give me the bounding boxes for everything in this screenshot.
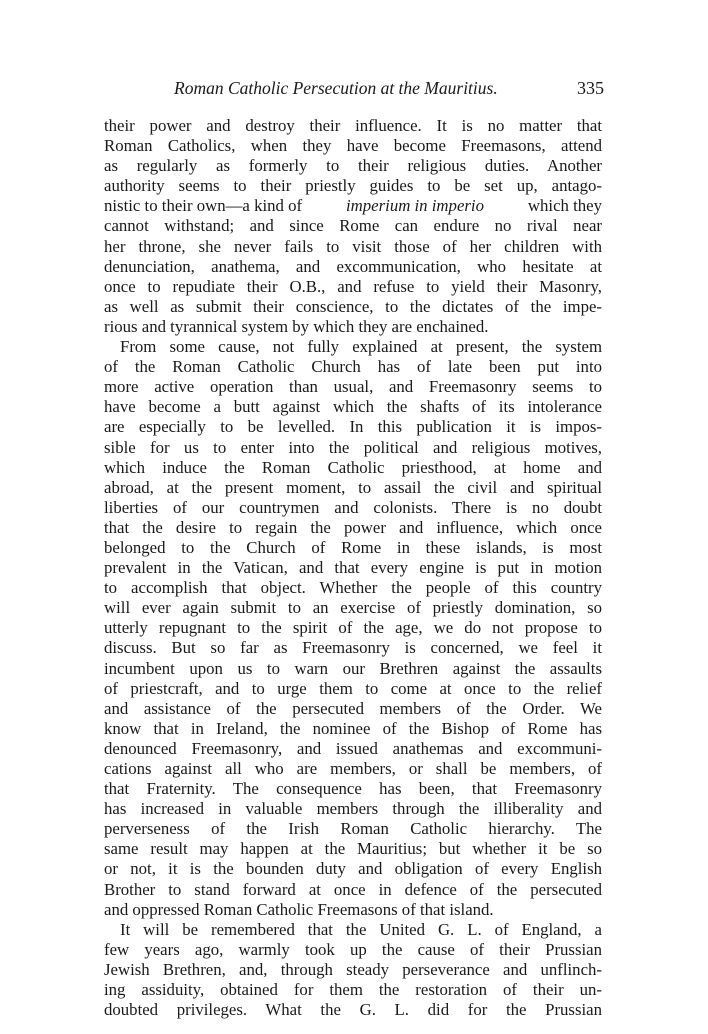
text-line: ing assiduity, obtained for them the restoration of their un- — [104, 980, 602, 1000]
running-head — [104, 78, 604, 102]
italic-phrase: imperium in imperio — [346, 196, 484, 216]
text-line: denounced Freemasonry, and issued anathemas and excommuni- — [104, 738, 602, 758]
text-line: abroad, at the present moment, to assail the civil and spiritual — [104, 477, 602, 497]
text-line: From some cause, not fully explained at present, the system — [120, 337, 602, 357]
text-line: discuss. But so far as Freemasonry is concerned, we feel it — [104, 638, 602, 658]
text-line: as well as submit their conscience, to the dictates of the impe- — [104, 296, 602, 316]
text-line: utterly repugnant to the spirit of the age, we do not propose to — [104, 618, 602, 638]
text-line: belonged to the Church of Rome in these islands, is most — [104, 537, 602, 557]
text-segment: which they — [523, 196, 602, 216]
text-line: same result may happen at the Mauritius; but whether it be so — [104, 839, 602, 859]
body-text — [104, 116, 602, 1020]
text-line: sible for us to enter into the political and religious motives, — [104, 437, 602, 457]
text-line: know that in Ireland, the nominee of the Bishop of Rome has — [104, 718, 602, 738]
text-line: It will be remembered that the United G. L. of England, a — [120, 919, 602, 939]
text-line: prevalent in the Vatican, and that every engine is put in motion — [104, 558, 602, 578]
text-line: their power and destroy their influence. It is no matter that — [104, 116, 602, 135]
text-line: that Fraternity. The consequence has been, that Freemasonry — [104, 779, 602, 799]
text-line — [104, 196, 602, 216]
text-line: doubted privileges. What the G. L. did for the Prussian — [104, 1000, 602, 1020]
text-line: as regularly as formerly to their religious duties. Another — [104, 156, 602, 176]
running-head-title: Roman Catholic Persecution at the Mauritius. — [174, 78, 498, 98]
text-line: authority seems to their priestly guides to be set up, antago- — [104, 176, 602, 196]
text-line: rious and tyrannical system by which they are enchained. — [104, 316, 489, 336]
text-line: which induce the Roman Catholic priesthood, at home and — [104, 457, 602, 477]
text-line: once to repudiate their O.B., and refuse to yield their Masonry, — [104, 276, 602, 296]
text-line: more active operation than usual, and Freemasonry seems to — [104, 377, 602, 397]
text-line: Jewish Brethren, and, through steady perseverance and unflinch- — [104, 959, 602, 979]
text-line: Brother to stand forward at once in defence of the persecuted — [104, 879, 602, 899]
text-segment: nistic to their own—a kind of — [104, 196, 307, 216]
text-line: few years ago, warmly took up the cause of their Prussian — [104, 939, 602, 959]
text-line: of priestcraft, and to urge them to come at once to the relief — [104, 678, 602, 698]
text-line: and oppressed Roman Catholic Freemasons of that island. — [104, 899, 494, 919]
text-line: cations against all who are members, or shall be members, of — [104, 759, 602, 778]
text-line: Roman Catholics, when they have become Freemasons, attend — [104, 136, 602, 156]
text-line: are especially to be levelled. In this publication it is impos- — [104, 417, 602, 437]
text-line: will ever again submit to an exercise of priestly domination, so — [104, 598, 602, 618]
text-line: or not, it is the bounden duty and obligation of every English — [104, 859, 602, 879]
text-line: liberties of our countrymen and colonists. There is no doubt — [104, 497, 602, 517]
text-line: cannot withstand; and since Rome can endure no rival near — [104, 216, 602, 236]
text-line: of the Roman Catholic Church has of late been put into — [104, 357, 602, 377]
text-line: her throne, she never fails to visit those of her children with — [104, 236, 602, 256]
page-number: 335 — [577, 78, 604, 98]
text-line: has increased in valuable members through the illiberality and — [104, 799, 602, 819]
text-line: to accomplish that object. Whether the people of this country — [104, 578, 602, 598]
text-line: have become a butt against which the shafts of its intolerance — [104, 397, 602, 417]
text-line: denunciation, anathema, and excommunication, who hesitate at — [104, 256, 602, 276]
text-line: that the desire to regain the power and influence, which once — [104, 517, 602, 537]
text-line: incumbent upon us to warn our Brethren against the assaults — [104, 658, 602, 678]
text-line: and assistance of the persecuted members of the Order. We — [104, 698, 602, 718]
text-line: perverseness of the Irish Roman Catholic hierarchy. The — [104, 819, 602, 839]
